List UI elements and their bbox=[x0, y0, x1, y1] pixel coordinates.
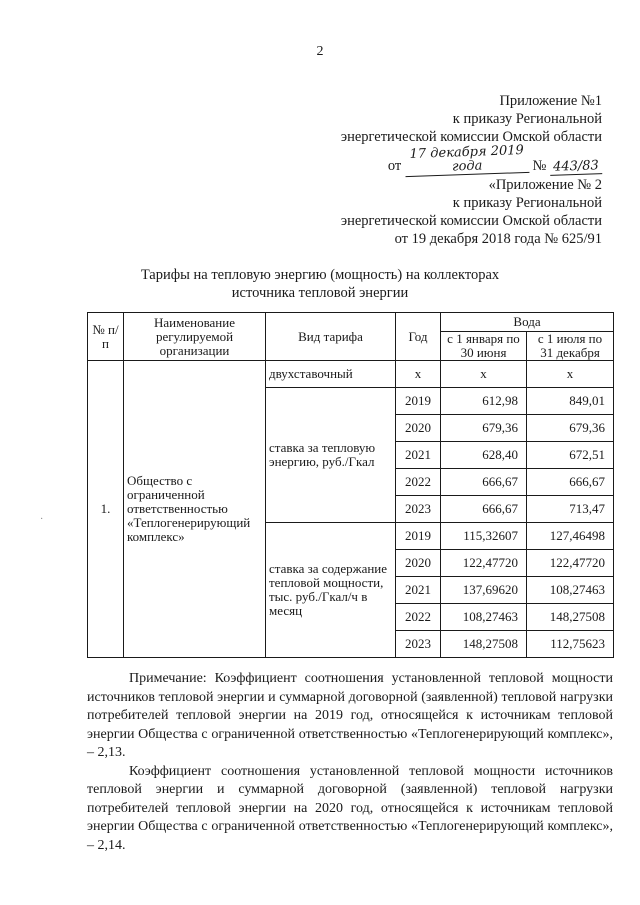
energy-value-h2: 679,36 bbox=[527, 415, 614, 442]
appendix-1-from: от bbox=[387, 158, 402, 174]
capacity-year: 2020 bbox=[396, 550, 441, 577]
table-row bbox=[88, 361, 614, 388]
row-number: 1. bbox=[88, 361, 124, 658]
header-period2: с 1 июля по 31 декабря bbox=[527, 332, 614, 361]
energy-year: 2020 bbox=[396, 415, 441, 442]
header-org: Наименование регулируемой организации bbox=[124, 313, 266, 361]
appendix-1-line3: энергетической комиссии Омской области bbox=[340, 129, 602, 145]
capacity-value-h2: 127,46498 bbox=[527, 523, 614, 550]
header-year: Год bbox=[396, 313, 441, 361]
title-line2: источника тепловой энергии bbox=[231, 285, 409, 301]
two-part-label: двухставочный bbox=[266, 361, 396, 388]
appendix-1-line1: Приложение №1 bbox=[499, 93, 602, 109]
energy-value-h2: 713,47 bbox=[527, 496, 614, 523]
header-num: № п/п bbox=[88, 313, 124, 361]
tariffs-table bbox=[87, 312, 614, 658]
energy-value-h1: 666,67 bbox=[441, 496, 527, 523]
table-header-row bbox=[88, 313, 614, 332]
organization-name: Общество с ограниченной ответственностью «Теплогенерирующий комплекс» bbox=[124, 361, 266, 658]
page-number: 2 bbox=[316, 44, 324, 59]
header-water: Вода bbox=[441, 313, 614, 332]
energy-rate-label: ставка за тепловую энергию, руб./Гкал bbox=[266, 388, 396, 523]
note-paragraph-2020: Коэффициент соотношения установленной тепловой мощности источников тепловой энергии и суммарной договорной (заявленной) тепловой нагрузки потребителей тепловой энергии на 2020 год, относящейся к источникам тепловой энергии Общества с ограниченной ответственностью «Теплогенерирующий комплекс», – 2,14. bbox=[87, 763, 613, 853]
energy-year: 2023 bbox=[396, 496, 441, 523]
energy-value-h2: 672,51 bbox=[527, 442, 614, 469]
energy-year: 2021 bbox=[396, 442, 441, 469]
header-tariff-type: Вид тарифа bbox=[266, 313, 396, 361]
title-line1: Тарифы на тепловую энергию (мощность) на коллекторах bbox=[140, 267, 500, 283]
two-part-v2: x bbox=[527, 361, 614, 388]
capacity-value-h2: 122,47720 bbox=[527, 550, 614, 577]
header-period1: с 1 января по 30 июня bbox=[441, 332, 527, 361]
energy-value-h1: 666,67 bbox=[441, 469, 527, 496]
energy-value-h1: 628,40 bbox=[441, 442, 527, 469]
energy-year: 2022 bbox=[396, 469, 441, 496]
notes-section bbox=[87, 670, 613, 855]
capacity-value-h1: 137,69620 bbox=[441, 577, 527, 604]
two-part-year: x bbox=[396, 361, 441, 388]
appendix-1-header bbox=[341, 92, 602, 175]
note-paragraph-2019: Примечание: Коэффициент соотношения установленной тепловой мощности источников тепловой энергии и суммарной договорной (заявленной) тепловой нагрузки потребителей тепловой энергии на 2019 год, относящейся к источникам тепловой энергии Общества с ограниченной ответственностью «Теплогенерирующий комплекс», – 2,13. bbox=[87, 671, 613, 760]
appendix-2-line3: энергетической комиссии Омской области bbox=[340, 213, 602, 229]
capacity-year: 2022 bbox=[396, 604, 441, 631]
document-title bbox=[0, 266, 640, 302]
capacity-value-h2: 112,75623 bbox=[527, 631, 614, 658]
appendix-1-line2: к приказу Региональной bbox=[452, 111, 602, 127]
capacity-value-h1: 122,47720 bbox=[441, 550, 527, 577]
scan-speck: · bbox=[40, 514, 44, 525]
capacity-value-h1: 115,32607 bbox=[441, 523, 527, 550]
capacity-year: 2019 bbox=[396, 523, 441, 550]
handwritten-date: 17 декабря 2019 года bbox=[404, 144, 529, 177]
capacity-rate-label: ставка за содержание тепловой мощности, тыс. руб./Гкал/ч в месяц bbox=[266, 523, 396, 658]
energy-year: 2019 bbox=[396, 388, 441, 415]
appendix-2-line1: «Приложение № 2 bbox=[488, 177, 602, 193]
appendix-2-line2: к приказу Региональной bbox=[452, 195, 602, 211]
capacity-year: 2023 bbox=[396, 631, 441, 658]
capacity-value-h2: 108,27463 bbox=[527, 577, 614, 604]
capacity-year: 2021 bbox=[396, 577, 441, 604]
appendix-2-header bbox=[341, 176, 602, 248]
handwritten-number: 443/83 bbox=[550, 159, 602, 176]
energy-value-h1: 679,36 bbox=[441, 415, 527, 442]
two-part-v1: x bbox=[441, 361, 527, 388]
appendix-2-line4: от 19 декабря 2018 года № 625/91 bbox=[394, 231, 602, 247]
energy-value-h1: 612,98 bbox=[441, 388, 527, 415]
capacity-value-h1: 148,27508 bbox=[441, 631, 527, 658]
capacity-value-h2: 148,27508 bbox=[527, 604, 614, 631]
energy-value-h2: 666,67 bbox=[527, 469, 614, 496]
number-sign: № bbox=[532, 158, 547, 174]
capacity-value-h1: 108,27463 bbox=[441, 604, 527, 631]
energy-value-h2: 849,01 bbox=[527, 388, 614, 415]
appendix-1-line4 bbox=[341, 143, 602, 175]
